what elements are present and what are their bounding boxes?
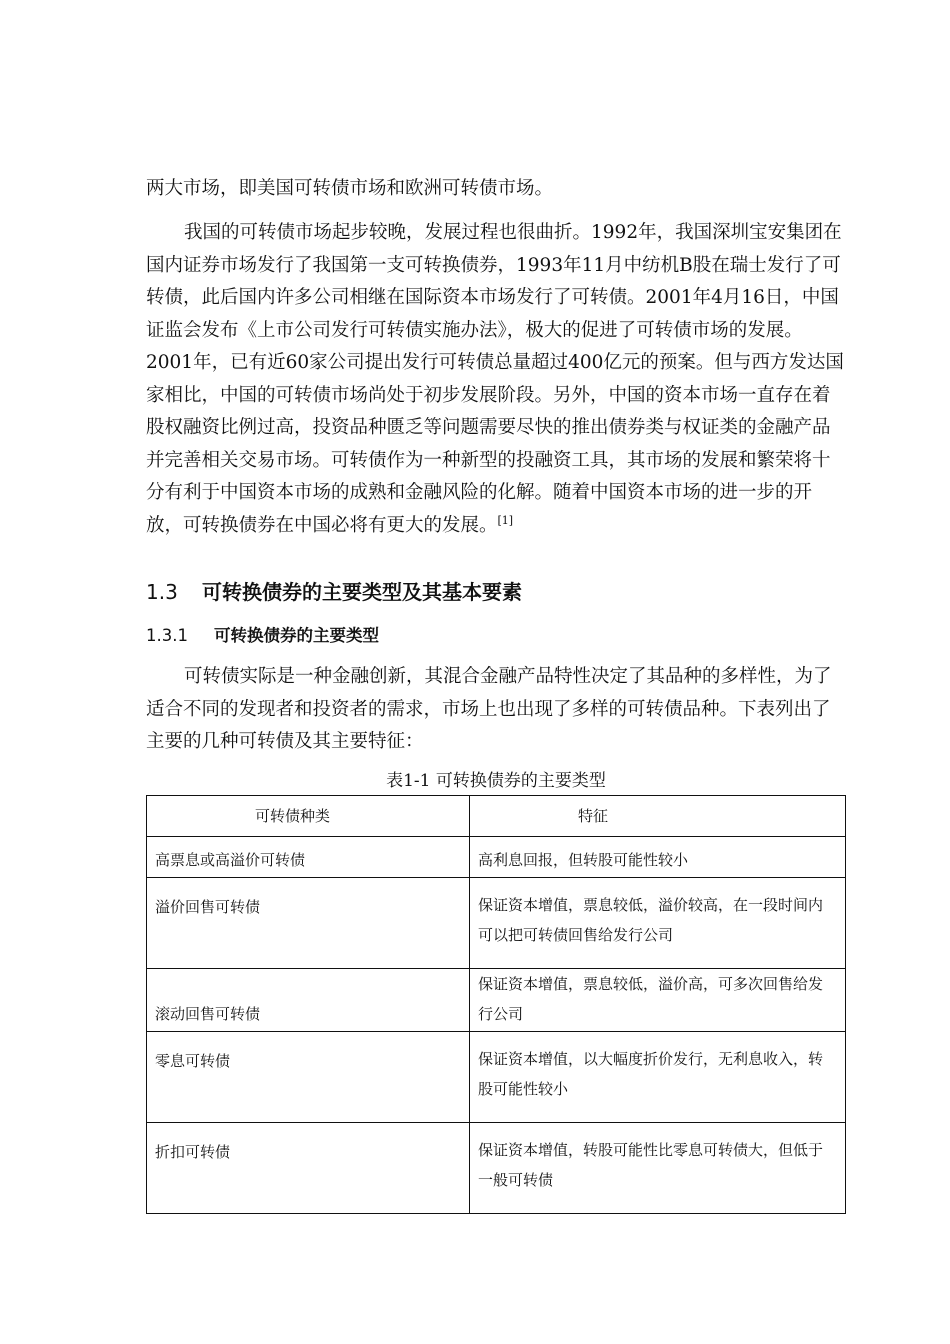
table-row (147, 878, 846, 969)
bond-types-table (146, 795, 846, 1214)
paragraph-text: 可转债实际是一种金融创新，其混合金融产品特性决定了其品种的多样性，为了适合不同的发现者和投资者的需求，市场上也出现了多样的可转债品种。下表列出了主要的几种可转债及其主要特征： (146, 666, 832, 752)
table-row (147, 837, 846, 878)
paragraph-text: 我国的可转债市场起步较晚，发展过程也很曲折。1992年，我国深圳宝安集团在国内证券市场发行了我国第一支可转换债券，1993年11月中纺机B股在瑞士发行了可转债，此后国内许多公司相继在国际资本市场发行了可转债。2001年4月16日，中国证监会发布《上市公司发行可转债实施办法》，极大的促进了可转债市场的发展。2001年，已有近60家公司提出发行可转债总量超过400亿元的预案。但与西方发达国家相比，中国的可转债市场尚处于初步发展阶段。另外，中国的资本市场一直存在着股权融资比例过高，投资品种匮乏等问题需要尽快的推出债券类与权证类的金融产品并完善相关交易市场。可转债作为一种新型的投融资工具，其市场的发展和繁荣将十分有利于中国资本市场的成熟和金融风险的化解。随着中国资本市场的进一步的开放，可转换债券在中国必将有更大的发展。 (146, 222, 844, 536)
header-cell-feature: 特征 (470, 796, 846, 837)
paragraph-continuation (146, 173, 846, 206)
subsection-heading (146, 624, 379, 648)
cell-type: 高票息或高溢价可转债 (147, 837, 470, 878)
section-title: 可转换债券的主要类型及其基本要素 (202, 580, 522, 604)
cell-feature: 保证资本增值，以大幅度折价发行，无利息收入，转股可能性较小 (470, 1032, 846, 1123)
cell-feature: 高利息回报，但转股可能性较小 (470, 837, 846, 878)
subsection-title: 可转换债券的主要类型 (214, 626, 379, 645)
cell-feature: 保证资本增值，转股可能性比零息可转债大，但低于一般可转债 (470, 1123, 846, 1214)
cell-type: 折扣可转债 (147, 1123, 470, 1214)
subsection-number: 1.3.1 (146, 626, 188, 645)
paragraph-history (146, 217, 846, 542)
table-row (147, 1032, 846, 1123)
cell-type: 溢价回售可转债 (147, 878, 470, 969)
table-caption: 表1-1 可转换债券的主要类型 (386, 771, 606, 791)
header-cell-type: 可转债种类 (147, 796, 470, 837)
table-header-row (147, 796, 846, 837)
cell-feature: 保证资本增值，票息较低，溢价高，可多次回售给发行公司 (470, 969, 846, 1032)
section-number: 1.3 (146, 580, 178, 604)
cell-type: 零息可转债 (147, 1032, 470, 1123)
paragraph-text: 两大市场，即美国可转债市场和欧洲可转债市场。 (146, 178, 554, 199)
cell-type: 滚动回售可转债 (147, 969, 470, 1032)
table-row (147, 969, 846, 1032)
cell-feature: 保证资本增值，票息较低，溢价较高，在一段时间内可以把可转债回售给发行公司 (470, 878, 846, 969)
section-heading (146, 578, 522, 606)
citation-marker[interactable]: [1] (497, 513, 514, 527)
table-row (147, 1123, 846, 1214)
paragraph-intro (146, 661, 846, 759)
